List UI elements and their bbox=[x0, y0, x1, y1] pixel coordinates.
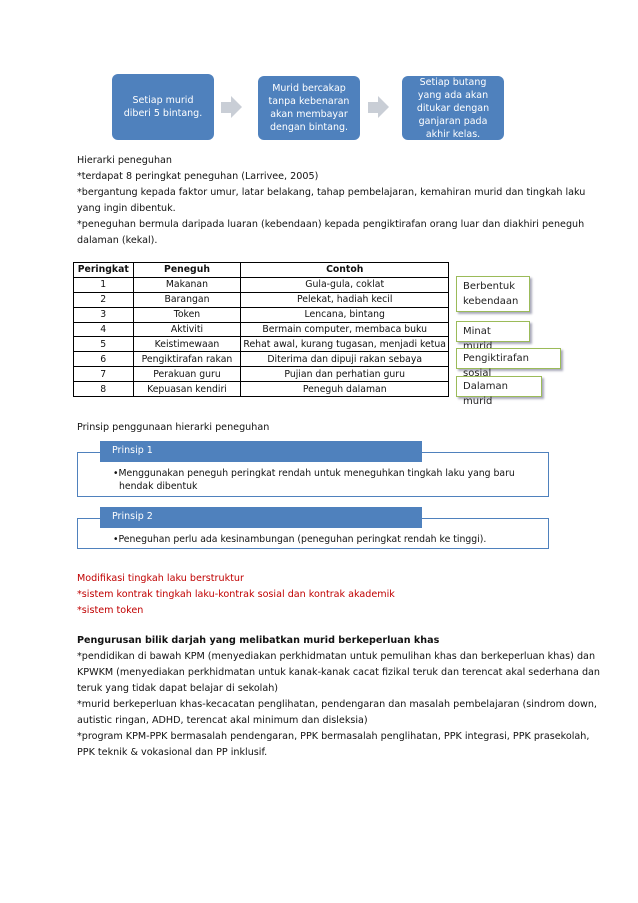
reinforcer-cell: Pengiktirafan rakan bbox=[133, 352, 241, 367]
reinforcer-cell: Keistimewaan bbox=[133, 337, 241, 352]
example-cell: Diterima dan dipuji rakan sebaya bbox=[241, 352, 449, 367]
principle-2-title: Prinsip 2 bbox=[100, 507, 422, 528]
intro-line-1: *terdapat 8 peringkat peneguhan (Larrivee, 2005) bbox=[77, 171, 319, 182]
category-interest bbox=[456, 321, 530, 352]
principle-1-title: Prinsip 1 bbox=[100, 441, 422, 462]
intro-line-2b: yang ingin dibentuk. bbox=[77, 203, 176, 214]
example-cell: Gula-gula, coklat bbox=[241, 277, 449, 292]
level-cell: 5 bbox=[74, 337, 134, 352]
table-row bbox=[74, 382, 449, 397]
category-internal bbox=[456, 376, 542, 407]
table-row bbox=[74, 277, 449, 292]
management-line-6: *program KPM-PPK bermasalah pendengaran, PPK bermasalah penglihatan, PPK integrasi, PPK prasekolah, bbox=[77, 731, 590, 742]
hierarchy-heading: Hierarki peneguhan bbox=[77, 155, 173, 166]
header-level: Peringkat bbox=[74, 263, 134, 278]
flow-step-3-text: Setiap butang yang ada akan ditukar dengan ganjaran pada akhir kelas. bbox=[416, 76, 490, 140]
reinforcer-cell: Perakuan guru bbox=[133, 367, 241, 382]
intro-line-2a: *bergantung kepada faktor umur, latar belakang, tahap pembelajaran, kemahiran murid dan tingkah laku bbox=[77, 187, 586, 198]
level-cell: 3 bbox=[74, 307, 134, 322]
reinforcer-cell: Barangan bbox=[133, 292, 241, 307]
management-line-2: KPWKM (menyediakan perkhidmatan untuk kanak-kanak cacat fizikal teruk dan terencat akal sederhana dan bbox=[77, 667, 600, 678]
level-cell: 6 bbox=[74, 352, 134, 367]
table-row bbox=[74, 367, 449, 382]
table-row bbox=[74, 352, 449, 367]
reinforcer-cell: Kepuasan kendiri bbox=[133, 382, 241, 397]
modification-line-1: *sistem kontrak tingkah laku-kontrak sosial dan kontrak akademik bbox=[77, 589, 395, 600]
principles-heading: Prinsip penggunaan hierarki peneguhan bbox=[77, 422, 270, 433]
table-row bbox=[74, 322, 449, 337]
reinforcer-cell: Token bbox=[133, 307, 241, 322]
category-material-line-2: kebendaan bbox=[463, 296, 519, 307]
level-cell: 4 bbox=[74, 322, 134, 337]
table-row bbox=[74, 292, 449, 307]
flow-step-1-text: Setiap murid diberi 5 bintang. bbox=[123, 95, 203, 119]
category-internal-label: Dalaman murid bbox=[463, 381, 508, 407]
management-line-7: PPK teknik & vokasional dan PP inklusif. bbox=[77, 747, 268, 758]
management-line-4: *murid berkeperluan khas-kecacatan penglihatan, pendengaran dan masalah pembelajaran (sindrom down, bbox=[77, 699, 597, 710]
principle-1-text-b: hendak dibentuk bbox=[119, 481, 198, 492]
level-cell: 1 bbox=[74, 277, 134, 292]
management-line-3: teruk yang tidak dapat belajar di sekolah) bbox=[77, 683, 279, 694]
modification-heading: Modifikasi tingkah laku berstruktur bbox=[77, 573, 244, 584]
reinforcer-cell: Aktiviti bbox=[133, 322, 241, 337]
modification-line-2: *sistem token bbox=[77, 605, 144, 616]
example-cell: Pujian dan perhatian guru bbox=[241, 367, 449, 382]
table-row bbox=[74, 337, 449, 352]
management-line-5: autistic ringan, ADHD, terencat akal minimum dan disleksia) bbox=[77, 715, 368, 726]
flow-step-1 bbox=[112, 74, 214, 140]
example-cell: Bermain computer, membaca buku bbox=[241, 322, 449, 337]
intro-line-3b: dalaman (kekal). bbox=[77, 235, 158, 246]
reinforcer-cell: Makanan bbox=[133, 277, 241, 292]
flow-step-3 bbox=[402, 76, 504, 140]
example-cell: Peneguh dalaman bbox=[241, 382, 449, 397]
category-interest-label: Minat murid bbox=[463, 326, 493, 352]
example-cell: Rehat awal, kurang tugasan, menjadi ketua bbox=[241, 337, 449, 352]
principle-2-text: •Peneguhan perlu ada kesinambungan (peneguhan peringkat rendah ke tinggi). bbox=[113, 534, 487, 545]
header-reinforcer: Peneguh bbox=[133, 263, 241, 278]
category-social-label: Pengiktirafan sosial bbox=[463, 353, 530, 379]
example-cell: Lencana, bintang bbox=[241, 307, 449, 322]
category-material-line-1: Berbentuk bbox=[463, 281, 516, 292]
table-header-row bbox=[74, 263, 449, 278]
level-cell: 2 bbox=[74, 292, 134, 307]
management-heading: Pengurusan bilik darjah yang melibatkan murid berkeperluan khas bbox=[77, 635, 440, 646]
flow-step-2-text: Murid bercakap tanpa kebenaran akan membayar dengan bintang. bbox=[268, 83, 350, 133]
flow-step-2 bbox=[258, 76, 360, 140]
hierarchy-table bbox=[73, 262, 449, 397]
level-cell: 8 bbox=[74, 382, 134, 397]
header-example: Contoh bbox=[241, 263, 449, 278]
level-cell: 7 bbox=[74, 367, 134, 382]
example-cell: Pelekat, hadiah kecil bbox=[241, 292, 449, 307]
category-social bbox=[456, 348, 561, 379]
principle-1-text-a: •Menggunakan peneguh peringkat rendah untuk meneguhkan tingkah laku yang baru bbox=[113, 468, 515, 479]
table-row bbox=[74, 307, 449, 322]
management-line-1: *pendidikan di bawah KPM (menyediakan perkhidmatan untuk pemulihan khas dan berkeperluan khas) dan bbox=[77, 651, 596, 662]
category-material bbox=[456, 276, 530, 312]
intro-line-3a: *peneguhan bermula daripada luaran (kebendaan) kepada pengiktirafan orang luar dan diakhiri peneguh bbox=[77, 219, 585, 230]
